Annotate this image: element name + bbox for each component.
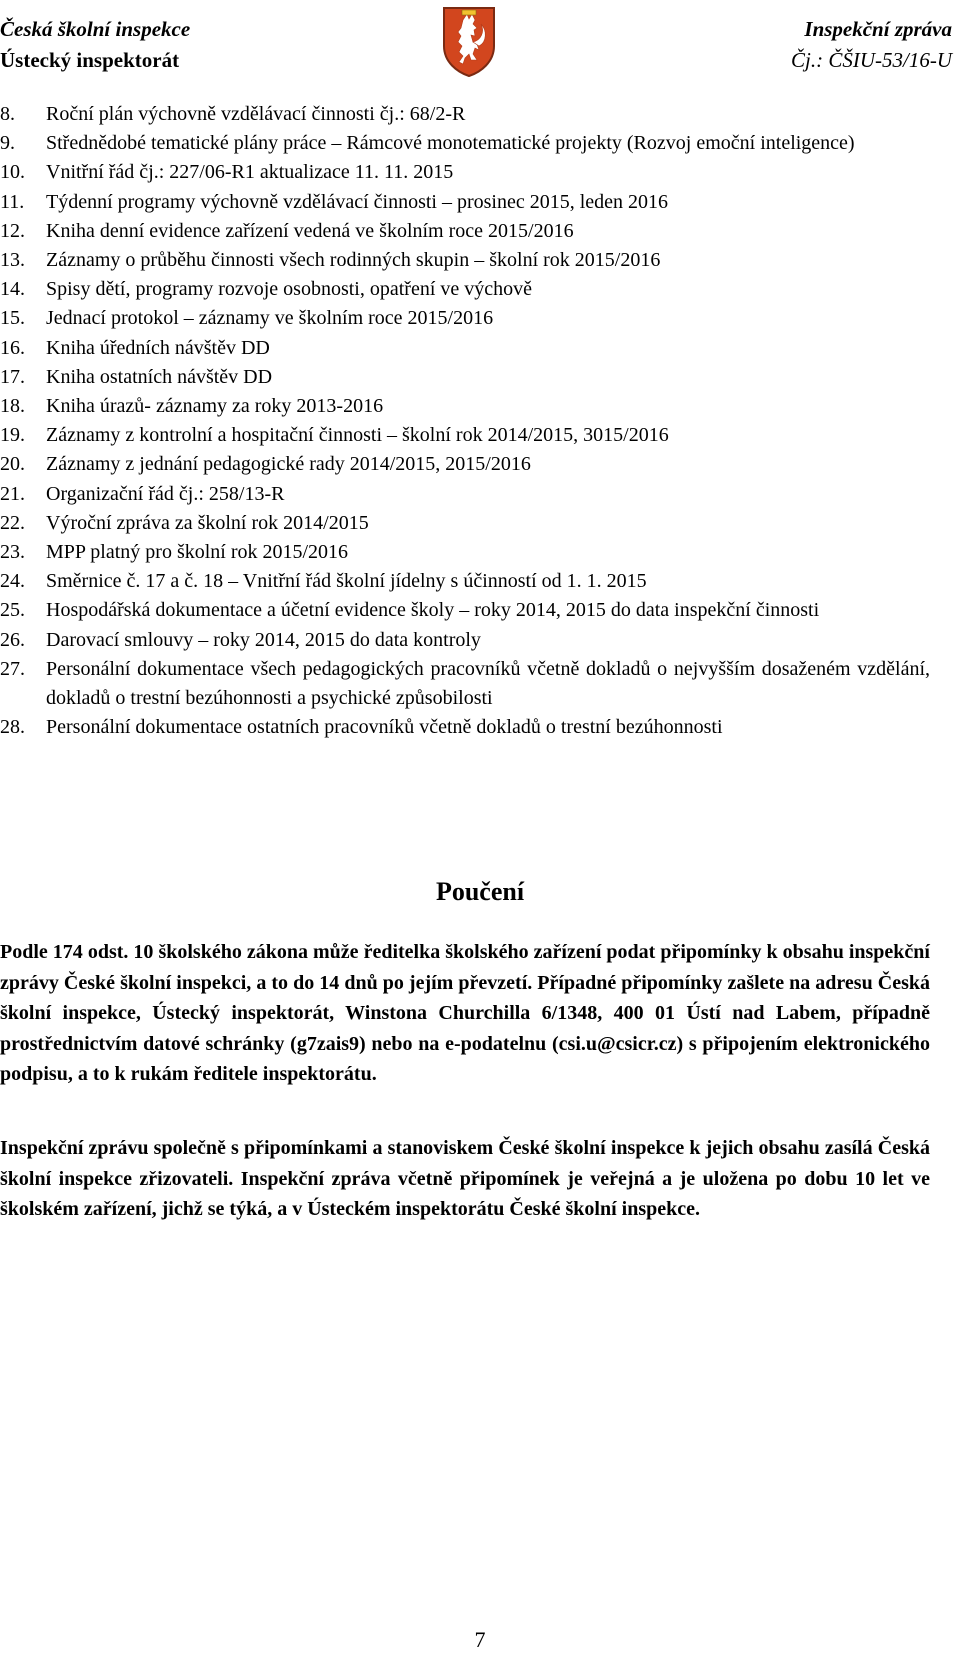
header-left xyxy=(0,14,190,76)
list-item xyxy=(0,450,930,479)
list-item-text: Darovací smlouvy – roky 2014, 2015 do data kontroly xyxy=(46,628,481,651)
list-item-number: 17. xyxy=(0,365,25,388)
list-item-number: 27. xyxy=(0,657,25,680)
list-item-number: 14. xyxy=(0,278,25,301)
list-item-text: Vnitřní řád čj.: 227/06-R1 aktualizace 11. 11. 2015 xyxy=(46,161,454,184)
list-item-text: Hospodářská dokumentace a účetní evidence školy – roky 2014, 2015 do data inspekční činnosti xyxy=(46,599,820,622)
list-item-text: Kniha ostatních návštěv DD xyxy=(46,365,273,388)
list-item-number: 11. xyxy=(0,190,25,213)
list-item xyxy=(0,392,930,421)
list-item-text: Personální dokumentace všech pedagogických pracovníků včetně dokladů o nejvyšším dosaženém vzdělání, dokladů o trestní bezúhonnosti a psychické způsobilosti xyxy=(46,657,930,710)
list-item-number: 16. xyxy=(0,336,25,359)
header-right xyxy=(791,14,952,76)
list-item-number: 15. xyxy=(0,307,25,330)
list-item-number: 19. xyxy=(0,424,25,447)
list-item xyxy=(0,596,930,625)
header-reference-number: Čj.: ČŠIU-53/16-U xyxy=(791,48,952,72)
list-item-number: 8. xyxy=(0,103,15,125)
list-item-text: Jednací protokol – záznamy ve školním roce 2015/2016 xyxy=(46,307,494,330)
list-item-number: 22. xyxy=(0,511,25,534)
list-item-number: 24. xyxy=(0,570,25,593)
document-list xyxy=(0,100,930,742)
list-item-text: Týdenní programy výchovně vzdělávací činnosti – prosinec 2015, leden 2016 xyxy=(46,190,669,213)
list-item-text: MPP platný pro školní rok 2015/2016 xyxy=(46,541,349,564)
list-item-number: 23. xyxy=(0,541,25,564)
notice-heading: Poučení xyxy=(435,877,525,906)
list-item xyxy=(0,129,930,158)
list-item-text: Záznamy o průběhu činnosti všech rodinných skupin – školní rok 2015/2016 xyxy=(46,249,661,272)
list-item-number: 25. xyxy=(0,599,25,622)
header-inspectorate: Ústecký inspektorát xyxy=(0,48,180,72)
lion-crest-icon xyxy=(441,2,497,78)
list-item xyxy=(0,567,930,596)
list-item-number: 21. xyxy=(0,482,25,505)
list-item xyxy=(0,275,930,304)
list-item xyxy=(0,655,930,713)
list-item xyxy=(0,363,930,392)
header-org-name: Česká školní inspekce xyxy=(0,17,191,41)
list-item-number: 12. xyxy=(0,219,25,242)
list-item xyxy=(0,626,930,655)
list-item xyxy=(0,538,930,567)
list-item xyxy=(0,421,930,450)
list-item xyxy=(0,334,930,363)
list-item xyxy=(0,713,930,742)
list-item-text: Střednědobé tematické plány práce – Rámcové monotematické projekty (Rozvoj emoční inteligence) xyxy=(46,132,855,155)
list-item-number: 26. xyxy=(0,628,25,651)
list-item-number: 20. xyxy=(0,453,25,476)
list-item-text: Kniha denní evidence zařízení vedená ve školním roce 2015/2016 xyxy=(46,219,574,242)
list-item-text: Směrnice č. 17 a č. 18 – Vnitřní řád školní jídelny s účinností od 1. 1. 2015 xyxy=(46,570,647,593)
page-number: 7 xyxy=(474,1627,486,1652)
list-item-number: 18. xyxy=(0,395,25,418)
list-item-number: 10. xyxy=(0,161,25,184)
list-item xyxy=(0,158,930,187)
list-item-text: Roční plán výchovně vzdělávací činnosti čj.: 68/2-R xyxy=(46,103,466,125)
list-item-number: 9. xyxy=(0,132,15,155)
list-item-text: Personální dokumentace ostatních pracovníků včetně dokladů o trestní bezúhonnosti xyxy=(46,716,723,739)
notice-paragraph-2: Inspekční zprávu společně s připomínkami a stanoviskem České školní inspekce k jejich obsahu zasílá Česká školní inspekce zřizovateli. Inspekční zpráva včetně připomínek je veřejná a je uložena po dobu 10 let ve školském zařízení, jichž se týká, a v Ústeckém inspektorátu České školní inspekce. xyxy=(0,1137,930,1220)
list-item-text: Kniha úředních návštěv DD xyxy=(46,336,270,359)
list-item-text: Záznamy z kontrolní a hospitační činnosti – školní rok 2014/2015, 3015/2016 xyxy=(46,424,669,447)
list-item xyxy=(0,217,930,246)
list-item-text: Spisy dětí, programy rozvoje osobnosti, opatření ve výchově xyxy=(46,278,533,301)
list-item-text: Výroční zpráva za školní rok 2014/2015 xyxy=(46,511,369,534)
list-item-text: Záznamy z jednání pedagogické rady 2014/2015, 2015/2016 xyxy=(46,453,531,476)
list-item xyxy=(0,246,930,275)
list-item-text: Organizační řád čj.: 258/13-R xyxy=(46,482,285,505)
list-item-number: 13. xyxy=(0,249,25,272)
list-item xyxy=(0,304,930,333)
list-item xyxy=(0,100,930,129)
list-item-text: Kniha úrazů- záznamy za roky 2013-2016 xyxy=(46,395,384,418)
list-item xyxy=(0,509,930,538)
list-item-number: 28. xyxy=(0,716,25,739)
list-item xyxy=(0,480,930,509)
list-item xyxy=(0,188,930,217)
notice-paragraph-1: Podle 174 odst. 10 školského zákona může ředitelka školského zařízení podat připomínky k obsahu inspekční zprávy České školní inspekci, a to do 14 dnů po jejím převzetí. Případné připomínky zašlete na adresu Česká školní inspekce, Ústecký inspektorát, Winstona Churchilla 6/1348, 400 01 Ústí nad Labem, případně prostřednictvím datové schránky (g7zais9) nebo na e-podatelnu (csi.u@csicr.cz) s připojením elektronického podpisu, a to k rukám ředitele inspektorátu. xyxy=(0,941,930,1085)
header-report-title: Inspekční zpráva xyxy=(804,17,952,41)
